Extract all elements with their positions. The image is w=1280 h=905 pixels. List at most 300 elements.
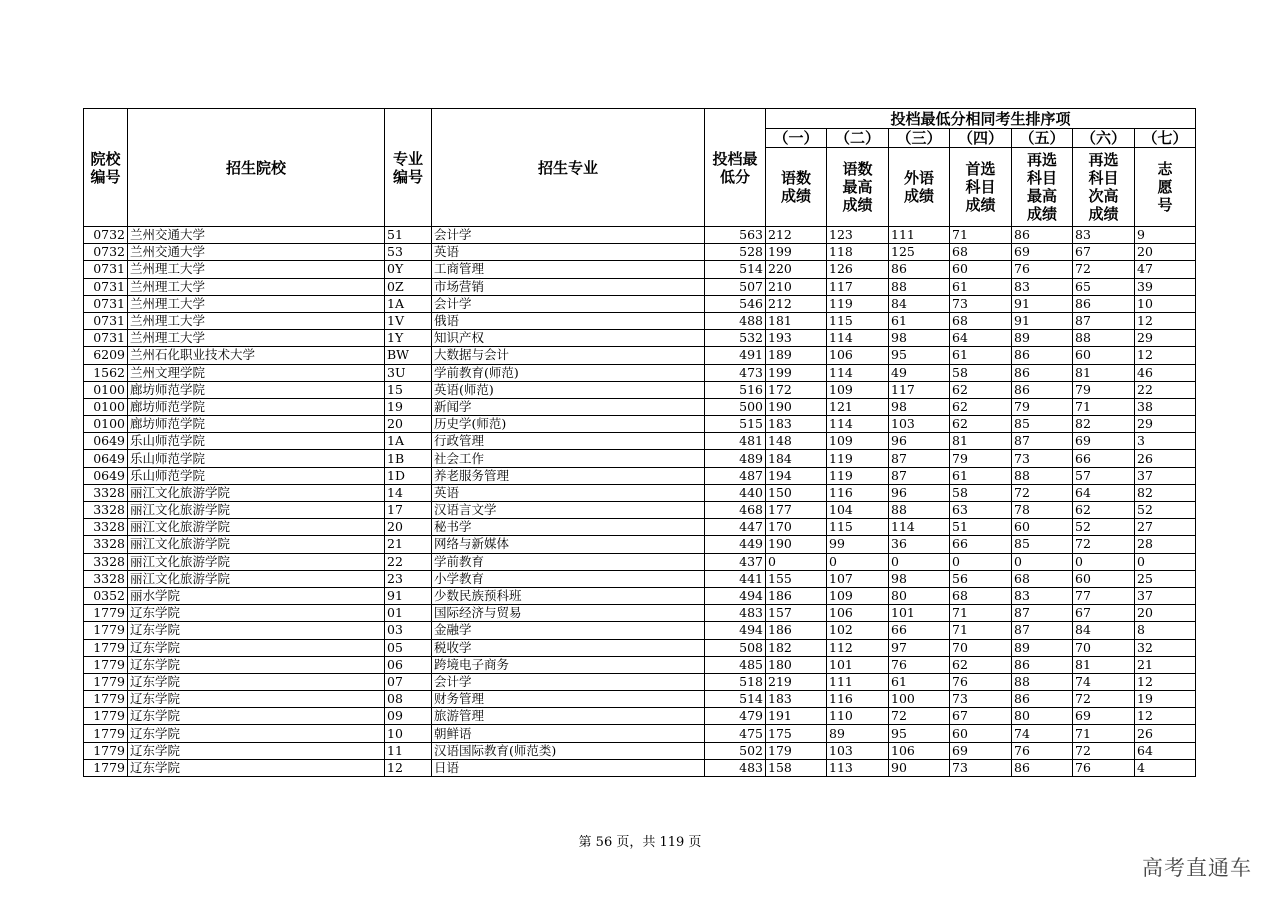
volunteer-no-cell: 26: [1135, 450, 1196, 467]
score-2-cell: 118: [827, 244, 889, 261]
score-1-cell: 181: [766, 312, 827, 329]
school-name-cell: 乐山师范学院: [128, 433, 385, 450]
score-3-cell: 72: [889, 708, 950, 725]
school-code-cell: 0731: [84, 261, 128, 278]
score-2-cell: 114: [827, 330, 889, 347]
table-row: [84, 639, 1196, 656]
score-4-cell: 69: [950, 742, 1012, 759]
major-code-cell: 15: [385, 381, 432, 398]
school-name-cell: 丽水学院: [128, 587, 385, 604]
score-6-cell: 72: [1073, 536, 1135, 553]
score-6-cell: 84: [1073, 622, 1135, 639]
table-row: [84, 691, 1196, 708]
volunteer-no-cell: 37: [1135, 587, 1196, 604]
sub-label-header: 语数成绩: [766, 148, 827, 227]
score-6-cell: 72: [1073, 261, 1135, 278]
major-name-cell: 英语: [432, 244, 705, 261]
score-5-cell: 86: [1012, 381, 1073, 398]
volunteer-no-cell: 12: [1135, 347, 1196, 364]
score-1-cell: 194: [766, 467, 827, 484]
volunteer-no-cell: 0: [1135, 553, 1196, 570]
school-code-cell: 3328: [84, 536, 128, 553]
score-6-cell: 72: [1073, 742, 1135, 759]
school-name-cell: 丽江文化旅游学院: [128, 519, 385, 536]
major-code-header: 专业编号: [385, 109, 432, 227]
score-6-cell: 57: [1073, 467, 1135, 484]
score-2-cell: 121: [827, 398, 889, 415]
table-body: [84, 227, 1196, 777]
major-name-cell: 金融学: [432, 622, 705, 639]
volunteer-no-cell: 32: [1135, 639, 1196, 656]
volunteer-no-cell: 10: [1135, 295, 1196, 312]
score-1-cell: 210: [766, 278, 827, 295]
score-1-cell: 150: [766, 484, 827, 501]
min-score-cell: 532: [705, 330, 766, 347]
school-name-cell: 兰州理工大学: [128, 312, 385, 329]
major-code-cell: 07: [385, 673, 432, 690]
score-4-cell: 60: [950, 261, 1012, 278]
min-score-cell: 437: [705, 553, 766, 570]
min-score-cell: 514: [705, 691, 766, 708]
score-4-cell: 68: [950, 244, 1012, 261]
score-1-cell: 179: [766, 742, 827, 759]
score-4-cell: 73: [950, 295, 1012, 312]
school-name-cell: 廊坊师范学院: [128, 416, 385, 433]
min-score-cell: 515: [705, 416, 766, 433]
table-row: [84, 759, 1196, 776]
major-name-cell: 英语(师范): [432, 381, 705, 398]
school-name-cell: 丽江文化旅游学院: [128, 502, 385, 519]
major-code-cell: 51: [385, 227, 432, 244]
volunteer-no-cell: 52: [1135, 502, 1196, 519]
score-2-cell: 119: [827, 467, 889, 484]
min-score-cell: 563: [705, 227, 766, 244]
score-1-cell: 212: [766, 227, 827, 244]
score-5-cell: 89: [1012, 330, 1073, 347]
school-name-cell: 辽东学院: [128, 708, 385, 725]
school-code-cell: 3328: [84, 553, 128, 570]
major-code-cell: 1Y: [385, 330, 432, 347]
score-5-cell: 91: [1012, 312, 1073, 329]
score-2-cell: 123: [827, 227, 889, 244]
score-3-cell: 97: [889, 639, 950, 656]
min-score-cell: 475: [705, 725, 766, 742]
school-name-cell: 乐山师范学院: [128, 450, 385, 467]
school-code-cell: 3328: [84, 519, 128, 536]
table-row: [84, 295, 1196, 312]
score-3-cell: 103: [889, 416, 950, 433]
school-name-cell: 辽东学院: [128, 639, 385, 656]
score-6-cell: 71: [1073, 725, 1135, 742]
min-score-cell: 440: [705, 484, 766, 501]
school-code-cell: 1779: [84, 759, 128, 776]
score-3-cell: 36: [889, 536, 950, 553]
table-row: [84, 587, 1196, 604]
score-6-cell: 77: [1073, 587, 1135, 604]
score-3-cell: 101: [889, 605, 950, 622]
table-row: [84, 278, 1196, 295]
score-4-cell: 66: [950, 536, 1012, 553]
score-1-cell: 170: [766, 519, 827, 536]
score-4-cell: 68: [950, 587, 1012, 604]
major-name-cell: 会计学: [432, 673, 705, 690]
school-name-cell: 辽东学院: [128, 605, 385, 622]
table-row: [84, 605, 1196, 622]
school-code-cell: 0649: [84, 467, 128, 484]
score-3-cell: 87: [889, 467, 950, 484]
volunteer-no-cell: 26: [1135, 725, 1196, 742]
school-code-cell: 0731: [84, 330, 128, 347]
score-1-cell: 0: [766, 553, 827, 570]
school-code-cell: 1779: [84, 639, 128, 656]
school-code-cell: 1779: [84, 605, 128, 622]
score-1-cell: 186: [766, 622, 827, 639]
volunteer-no-cell: 29: [1135, 416, 1196, 433]
volunteer-no-cell: 29: [1135, 330, 1196, 347]
min-score-cell: 494: [705, 622, 766, 639]
score-1-cell: 155: [766, 570, 827, 587]
score-2-cell: 0: [827, 553, 889, 570]
major-name-cell: 学前教育: [432, 553, 705, 570]
major-name-cell: 养老服务管理: [432, 467, 705, 484]
score-2-cell: 102: [827, 622, 889, 639]
table-row: [84, 450, 1196, 467]
school-name-cell: 廊坊师范学院: [128, 398, 385, 415]
score-2-cell: 115: [827, 519, 889, 536]
volunteer-no-cell: 20: [1135, 605, 1196, 622]
score-6-cell: 60: [1073, 347, 1135, 364]
score-1-cell: 184: [766, 450, 827, 467]
major-code-cell: 3U: [385, 364, 432, 381]
sub-number-header: （三）: [889, 129, 950, 148]
score-1-cell: 220: [766, 261, 827, 278]
score-3-cell: 95: [889, 725, 950, 742]
major-name-cell: 市场营销: [432, 278, 705, 295]
score-3-cell: 98: [889, 330, 950, 347]
school-code-cell: 0732: [84, 244, 128, 261]
score-3-cell: 88: [889, 502, 950, 519]
score-1-cell: 183: [766, 691, 827, 708]
school-code-cell: 1779: [84, 673, 128, 690]
score-2-cell: 116: [827, 484, 889, 501]
table-row: [84, 742, 1196, 759]
major-code-cell: 20: [385, 416, 432, 433]
school-code-cell: 1779: [84, 656, 128, 673]
major-name-cell: 少数民族预科班: [432, 587, 705, 604]
major-name-cell: 小学教育: [432, 570, 705, 587]
score-6-cell: 66: [1073, 450, 1135, 467]
score-5-cell: 89: [1012, 639, 1073, 656]
major-name-cell: 新闻学: [432, 398, 705, 415]
school-name-cell: 兰州理工大学: [128, 295, 385, 312]
volunteer-no-cell: 12: [1135, 312, 1196, 329]
min-score-cell: 483: [705, 605, 766, 622]
table-row: [84, 416, 1196, 433]
sub-number-header: （五）: [1012, 129, 1073, 148]
major-code-cell: 53: [385, 244, 432, 261]
table-header: [84, 109, 1196, 227]
min-score-cell: 491: [705, 347, 766, 364]
score-6-cell: 76: [1073, 759, 1135, 776]
school-name-cell: 辽东学院: [128, 656, 385, 673]
school-code-cell: 0649: [84, 433, 128, 450]
volunteer-no-cell: 22: [1135, 381, 1196, 398]
major-name-cell: 秘书学: [432, 519, 705, 536]
major-name-cell: 行政管理: [432, 433, 705, 450]
school-code-cell: 0731: [84, 295, 128, 312]
score-6-cell: 81: [1073, 656, 1135, 673]
school-code-cell: 1779: [84, 742, 128, 759]
school-name-cell: 辽东学院: [128, 759, 385, 776]
score-1-cell: 219: [766, 673, 827, 690]
volunteer-no-cell: 8: [1135, 622, 1196, 639]
major-code-cell: 10: [385, 725, 432, 742]
score-2-cell: 113: [827, 759, 889, 776]
score-2-cell: 99: [827, 536, 889, 553]
score-3-cell: 0: [889, 553, 950, 570]
score-6-cell: 67: [1073, 244, 1135, 261]
score-2-cell: 104: [827, 502, 889, 519]
sub-label-header: 首选科目成绩: [950, 148, 1012, 227]
score-6-cell: 69: [1073, 708, 1135, 725]
score-2-cell: 126: [827, 261, 889, 278]
score-5-cell: 86: [1012, 759, 1073, 776]
major-name-cell: 网络与新媒体: [432, 536, 705, 553]
school-code-cell: 1779: [84, 708, 128, 725]
school-code-cell: 1779: [84, 691, 128, 708]
min-score-cell: 488: [705, 312, 766, 329]
score-5-cell: 86: [1012, 347, 1073, 364]
score-1-cell: 189: [766, 347, 827, 364]
score-2-cell: 114: [827, 416, 889, 433]
major-code-cell: 14: [385, 484, 432, 501]
score-4-cell: 56: [950, 570, 1012, 587]
school-name-cell: 辽东学院: [128, 725, 385, 742]
score-1-cell: 182: [766, 639, 827, 656]
table-row: [84, 312, 1196, 329]
score-1-cell: 158: [766, 759, 827, 776]
score-3-cell: 106: [889, 742, 950, 759]
volunteer-no-cell: 47: [1135, 261, 1196, 278]
min-score-cell: 514: [705, 261, 766, 278]
school-code-header: 院校编号: [84, 109, 128, 227]
score-6-cell: 0: [1073, 553, 1135, 570]
score-3-cell: 76: [889, 656, 950, 673]
score-4-cell: 58: [950, 484, 1012, 501]
score-5-cell: 72: [1012, 484, 1073, 501]
major-code-cell: 22: [385, 553, 432, 570]
tiebreak-title-header: 投档最低分相同考生排序项: [766, 109, 1196, 129]
table-row: [84, 261, 1196, 278]
major-name-cell: 学前教育(师范): [432, 364, 705, 381]
watermark-logo: 高考直通车: [1142, 856, 1252, 880]
school-name-cell: 兰州理工大学: [128, 261, 385, 278]
score-3-cell: 96: [889, 484, 950, 501]
score-1-cell: 157: [766, 605, 827, 622]
score-2-cell: 106: [827, 605, 889, 622]
min-score-cell: 447: [705, 519, 766, 536]
score-3-cell: 96: [889, 433, 950, 450]
score-4-cell: 79: [950, 450, 1012, 467]
table-row: [84, 536, 1196, 553]
score-4-cell: 76: [950, 673, 1012, 690]
score-4-cell: 63: [950, 502, 1012, 519]
school-name-cell: 辽东学院: [128, 673, 385, 690]
school-code-cell: 3328: [84, 570, 128, 587]
min-score-cell: 481: [705, 433, 766, 450]
score-1-cell: 172: [766, 381, 827, 398]
score-2-cell: 112: [827, 639, 889, 656]
sub-label-header: 语数最高成绩: [827, 148, 889, 227]
table-row: [84, 519, 1196, 536]
volunteer-no-cell: 25: [1135, 570, 1196, 587]
sub-number-header: （四）: [950, 129, 1012, 148]
score-2-cell: 119: [827, 295, 889, 312]
volunteer-no-cell: 37: [1135, 467, 1196, 484]
major-name-cell: 英语: [432, 484, 705, 501]
table-row: [84, 570, 1196, 587]
volunteer-no-cell: 12: [1135, 708, 1196, 725]
school-name-cell: 兰州交通大学: [128, 244, 385, 261]
major-code-cell: 03: [385, 622, 432, 639]
sub-label-header: 再选科目次高成绩: [1073, 148, 1135, 227]
school-name-cell: 乐山师范学院: [128, 467, 385, 484]
major-code-cell: 1A: [385, 295, 432, 312]
major-name-cell: 俄语: [432, 312, 705, 329]
major-name-cell: 会计学: [432, 227, 705, 244]
major-code-cell: 1B: [385, 450, 432, 467]
score-3-cell: 61: [889, 673, 950, 690]
school-name-cell: 丽江文化旅游学院: [128, 553, 385, 570]
score-5-cell: 83: [1012, 278, 1073, 295]
min-score-cell: 487: [705, 467, 766, 484]
min-score-cell: 502: [705, 742, 766, 759]
major-name-cell: 国际经济与贸易: [432, 605, 705, 622]
score-2-cell: 109: [827, 381, 889, 398]
score-5-cell: 86: [1012, 656, 1073, 673]
admission-score-table: [83, 108, 1196, 777]
school-code-cell: 0731: [84, 312, 128, 329]
min-score-cell: 494: [705, 587, 766, 604]
score-5-cell: 86: [1012, 691, 1073, 708]
school-name-cell: 辽东学院: [128, 691, 385, 708]
school-code-cell: 3328: [84, 484, 128, 501]
table-row: [84, 227, 1196, 244]
score-1-cell: 212: [766, 295, 827, 312]
score-3-cell: 117: [889, 381, 950, 398]
volunteer-no-cell: 64: [1135, 742, 1196, 759]
major-code-cell: 23: [385, 570, 432, 587]
volunteer-no-cell: 4: [1135, 759, 1196, 776]
score-1-cell: 177: [766, 502, 827, 519]
major-code-cell: 17: [385, 502, 432, 519]
school-code-cell: 0100: [84, 416, 128, 433]
major-name-cell: 知识产权: [432, 330, 705, 347]
table-row: [84, 502, 1196, 519]
score-2-cell: 89: [827, 725, 889, 742]
school-name-cell: 廊坊师范学院: [128, 381, 385, 398]
major-name-cell: 税收学: [432, 639, 705, 656]
score-5-cell: 87: [1012, 605, 1073, 622]
score-4-cell: 62: [950, 656, 1012, 673]
school-code-cell: 0100: [84, 398, 128, 415]
score-6-cell: 74: [1073, 673, 1135, 690]
score-6-cell: 82: [1073, 416, 1135, 433]
volunteer-no-cell: 21: [1135, 656, 1196, 673]
major-code-cell: 20: [385, 519, 432, 536]
score-4-cell: 71: [950, 622, 1012, 639]
major-code-cell: 1A: [385, 433, 432, 450]
score-6-cell: 69: [1073, 433, 1135, 450]
score-6-cell: 86: [1073, 295, 1135, 312]
min-score-cell: 516: [705, 381, 766, 398]
score-1-cell: 199: [766, 364, 827, 381]
volunteer-no-cell: 46: [1135, 364, 1196, 381]
table-row: [84, 330, 1196, 347]
score-5-cell: 78: [1012, 502, 1073, 519]
table-row: [84, 622, 1196, 639]
table-row: [84, 364, 1196, 381]
score-2-cell: 114: [827, 364, 889, 381]
major-name-cell: 朝鲜语: [432, 725, 705, 742]
major-code-cell: 12: [385, 759, 432, 776]
score-4-cell: 68: [950, 312, 1012, 329]
score-5-cell: 68: [1012, 570, 1073, 587]
major-code-cell: BW: [385, 347, 432, 364]
table-row: [84, 673, 1196, 690]
table-row: [84, 656, 1196, 673]
major-name-cell: 社会工作: [432, 450, 705, 467]
score-6-cell: 60: [1073, 570, 1135, 587]
table-row: [84, 347, 1196, 364]
school-code-cell: 1779: [84, 725, 128, 742]
score-1-cell: 186: [766, 587, 827, 604]
score-6-cell: 81: [1073, 364, 1135, 381]
major-code-cell: 08: [385, 691, 432, 708]
score-6-cell: 62: [1073, 502, 1135, 519]
score-5-cell: 76: [1012, 742, 1073, 759]
school-code-cell: 0732: [84, 227, 128, 244]
score-4-cell: 62: [950, 381, 1012, 398]
table-row: [84, 467, 1196, 484]
score-5-cell: 74: [1012, 725, 1073, 742]
score-4-cell: 64: [950, 330, 1012, 347]
score-2-cell: 111: [827, 673, 889, 690]
score-5-cell: 91: [1012, 295, 1073, 312]
score-5-cell: 73: [1012, 450, 1073, 467]
table-row: [84, 553, 1196, 570]
volunteer-no-cell: 12: [1135, 673, 1196, 690]
school-name-cell: 丽江文化旅游学院: [128, 484, 385, 501]
school-code-cell: 0649: [84, 450, 128, 467]
sub-number-header: （二）: [827, 129, 889, 148]
school-name-cell: 兰州理工大学: [128, 278, 385, 295]
score-3-cell: 88: [889, 278, 950, 295]
volunteer-no-cell: 20: [1135, 244, 1196, 261]
score-3-cell: 95: [889, 347, 950, 364]
score-4-cell: 60: [950, 725, 1012, 742]
score-5-cell: 60: [1012, 519, 1073, 536]
sub-label-header: 外语成绩: [889, 148, 950, 227]
volunteer-no-cell: 9: [1135, 227, 1196, 244]
min-score-cell: 518: [705, 673, 766, 690]
min-score-cell: 528: [705, 244, 766, 261]
score-6-cell: 72: [1073, 691, 1135, 708]
score-2-cell: 106: [827, 347, 889, 364]
score-3-cell: 90: [889, 759, 950, 776]
score-2-cell: 101: [827, 656, 889, 673]
school-code-cell: 0352: [84, 587, 128, 604]
